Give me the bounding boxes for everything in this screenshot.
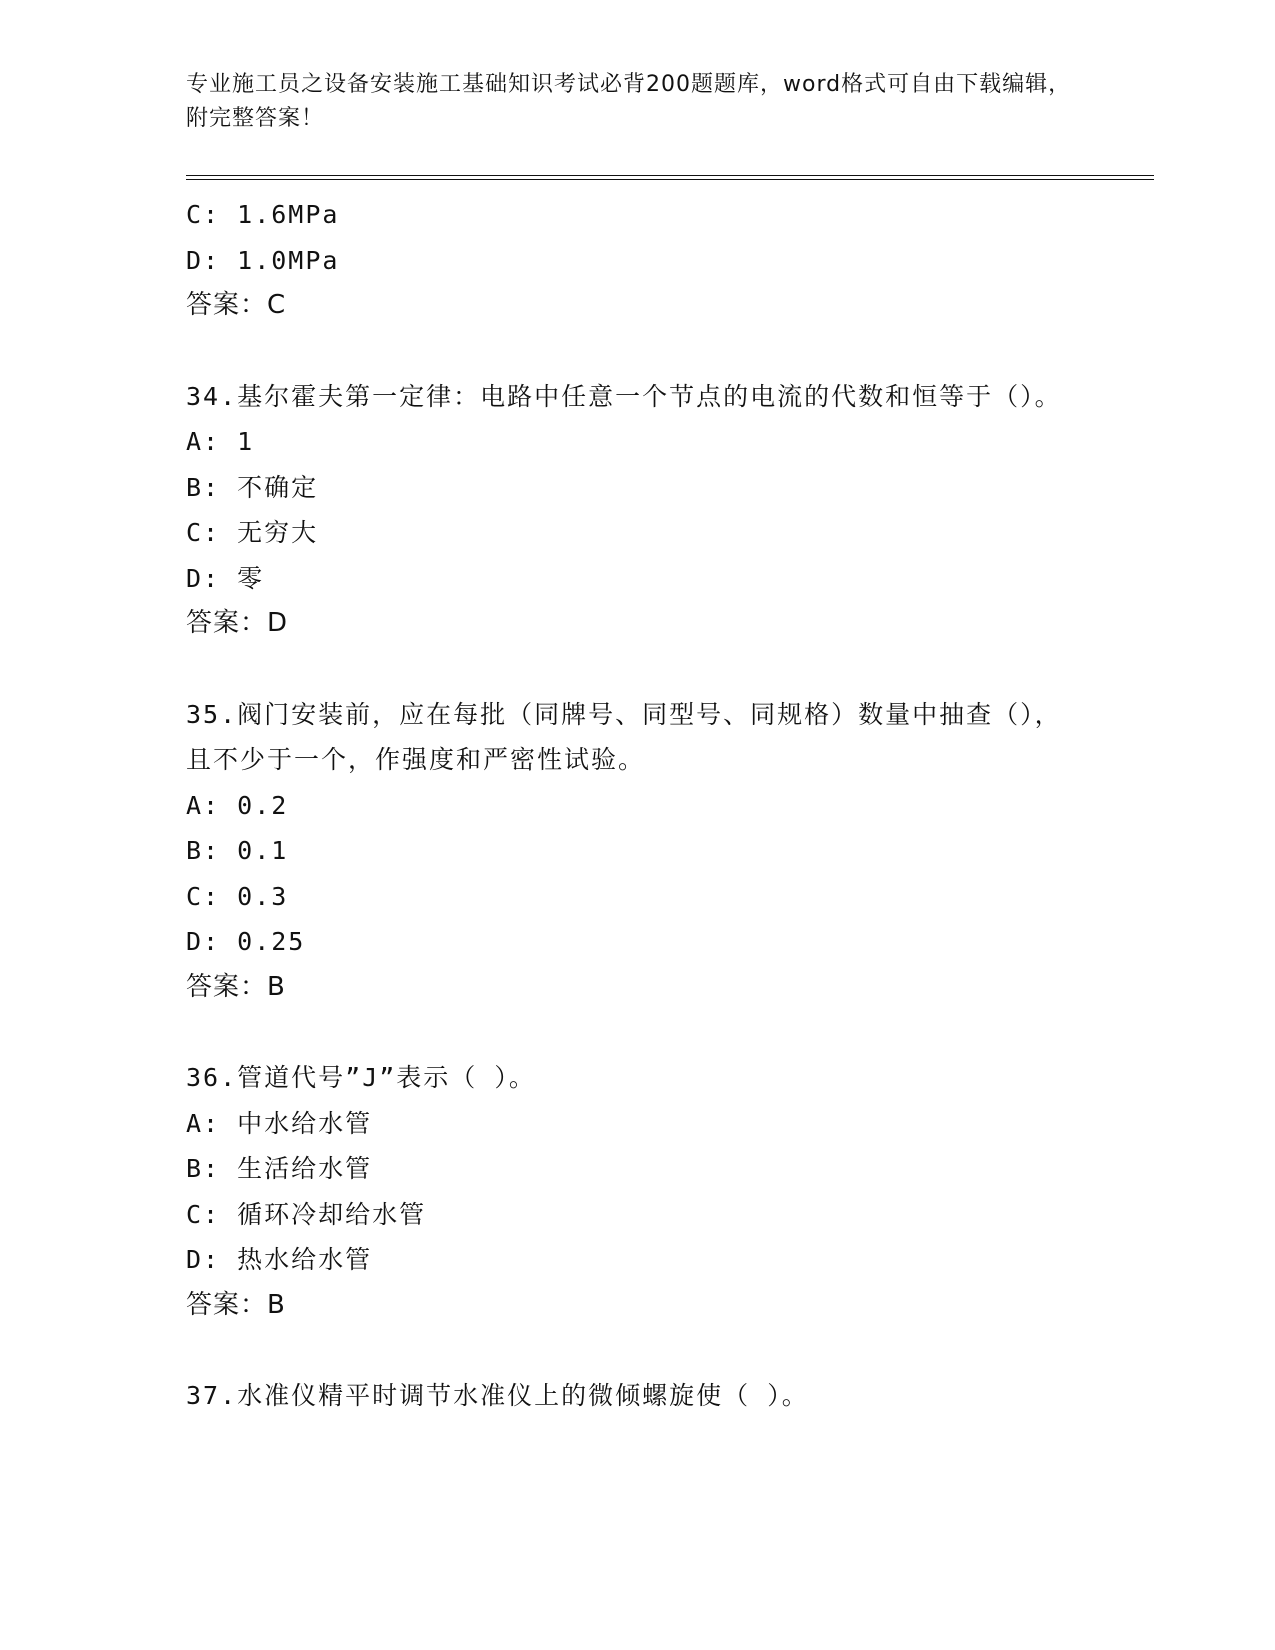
option-c: C: 循环冷却给水管 [186,1199,427,1229]
answer-line: 答案：D [186,608,289,638]
question-34 [186,374,1066,647]
option-c: C: 1.6MPa [186,200,340,229]
option-b: B: 生活给水管 [186,1154,373,1183]
previous-question-tail [186,192,1066,329]
option-b: B: 0.1 [186,836,289,865]
option-a: A: 中水给水管 [186,1108,373,1138]
option-a: A: 0.2 [186,790,289,820]
option-d: D: 1.0MPa [186,245,340,275]
header-divider [186,175,1154,180]
question-stem: 35.阀门安装前，应在每批（同牌号、同型号、同规格）数量中抽查（），且不少于一个，作强度和严密性试验。 [186,699,1062,774]
question-stem: 34.基尔霍夫第一定律：电路中任意一个节点的电流的代数和恒等于（）。 [186,381,1062,411]
option-c: C: 0.3 [186,881,289,911]
question-35 [186,692,1066,1011]
document-header [186,68,1086,136]
question-stem: 37.水准仪精平时调节水准仪上的微倾螺旋使（ ）。 [186,1381,809,1410]
answer-line: 答案：B [186,1289,286,1320]
option-d: D: 0.25 [186,927,306,956]
question-36 [186,1055,1066,1328]
answer-line: 答案：C [186,290,287,320]
answer-line: 答案：B [186,971,286,1002]
option-d: D: 零 [186,563,265,593]
option-a: A: 1 [186,427,255,456]
option-c: C: 无穷大 [186,518,319,547]
header-text: 专业施工员之设备安装施工基础知识考试必背200题题库，word格式可自由下载编辑，附完整答案！ [186,72,1072,131]
question-list [186,192,1066,1419]
option-d: D: 热水给水管 [186,1245,373,1274]
option-b: B: 不确定 [186,472,319,502]
question-37 [186,1373,1066,1419]
question-stem: 36.管道代号”J”表示（ ）。 [186,1063,536,1092]
